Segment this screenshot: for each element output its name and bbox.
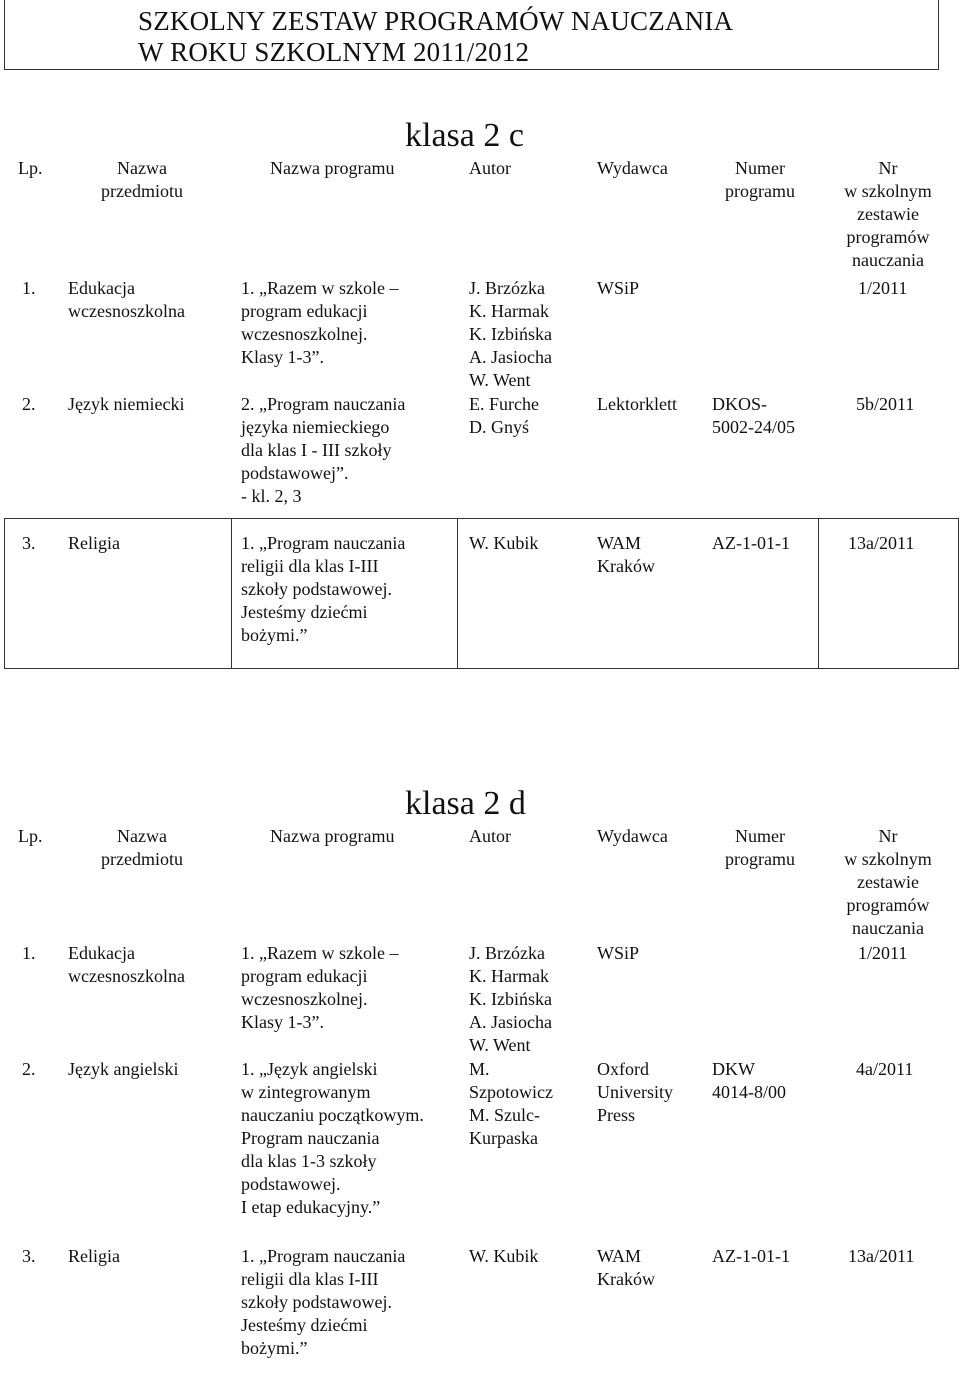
column-header-lp: Lp.: [18, 826, 43, 846]
row-school-nr: 13a/2011: [848, 533, 915, 553]
row-lp: 2.: [22, 1059, 36, 1079]
row-subject: Język niemiecki: [68, 394, 185, 414]
row-number: AZ-1-01-1: [712, 533, 790, 553]
row-program: 1. „Razem w szkole – program edukacji wczesnoszkolnej. Klasy 1-3”.: [241, 278, 399, 367]
class-2d-title: klasa 2 d: [405, 785, 526, 822]
column-header-school-nr: Nr w szkolnym zestawie programów nauczania: [844, 158, 932, 270]
row-school-nr: 13a/2011: [848, 1246, 915, 1266]
column-header-school-nr: Nr w szkolnym zestawie programów nauczania: [844, 826, 932, 938]
row-school-nr: 5b/2011: [856, 394, 915, 414]
row-number: AZ-1-01-1: [712, 1246, 790, 1266]
row-subject: Religia: [68, 533, 120, 553]
row-lp: 3.: [22, 533, 36, 553]
header-title-line-2: W ROKU SZKOLNYM 2011/2012: [138, 37, 530, 67]
column-header-publisher: Wydawca: [597, 158, 668, 178]
row-subject: Religia: [68, 1246, 120, 1266]
column-header-publisher: Wydawca: [597, 826, 668, 846]
table-border-right: [958, 518, 959, 668]
row-program: 1. „Program nauczania religii dla klas I-III szkoły podstawowej. Jesteśmy dziećmi bożymi.”: [241, 533, 406, 645]
row-publisher: WSiP: [597, 943, 640, 963]
row-program: 1. „Razem w szkole – program edukacji wczesnoszkolnej. Klasy 1-3”.: [241, 943, 399, 1032]
row-lp: 1.: [22, 943, 36, 963]
column-header-lp: Lp.: [18, 158, 43, 178]
row-program: 1. „Język angielski w zintegrowanym nauczaniu początkowym. Program nauczania dla klas 1-3 szkoły podstawowej. I etap edukacyjny.”: [241, 1059, 424, 1217]
table-column-line: [457, 518, 458, 668]
row-author: E. Furche D. Gnyś: [469, 394, 539, 437]
column-header-number: Numer programu: [725, 826, 795, 869]
row-author: M. Szpotowicz M. Szulc- Kurpaska: [469, 1059, 553, 1148]
column-header-number: Numer programu: [725, 158, 795, 201]
row-publisher: Oxford University Press: [597, 1059, 673, 1125]
row-publisher: WAM Kraków: [597, 533, 655, 576]
table-border-left: [4, 518, 5, 668]
document-header: [4, 0, 939, 70]
row-number: DKW 4014-8/00: [712, 1059, 786, 1102]
row-author: J. Brzózka K. Harmak K. Izbińska A. Jasiocha W. Went: [469, 278, 552, 390]
row-publisher: WSiP: [597, 278, 640, 298]
row-number: DKOS- 5002-24/05: [712, 394, 795, 437]
row-author: W. Kubik: [469, 533, 539, 553]
row-lp: 3.: [22, 1246, 36, 1266]
table-column-line: [818, 518, 819, 668]
row-subject: Edukacja wczesnoszkolna: [68, 943, 185, 986]
header-title-line-1: SZKOLNY ZESTAW PROGRAMÓW NAUCZANIA: [138, 6, 734, 36]
column-header-subject: Nazwa przedmiotu: [101, 158, 183, 201]
column-header-author: Autor: [469, 826, 511, 846]
row-subject: Edukacja wczesnoszkolna: [68, 278, 185, 321]
table-column-line: [231, 518, 232, 668]
table-bottom-border: [4, 668, 959, 669]
class-2c-title: klasa 2 c: [405, 117, 524, 154]
column-header-program: Nazwa programu: [270, 158, 395, 178]
row-author: J. Brzózka K. Harmak K. Izbińska A. Jasiocha W. Went: [469, 943, 552, 1055]
row-lp: 2.: [22, 394, 36, 414]
row-school-nr: 4a/2011: [856, 1059, 914, 1079]
row-publisher: Lektorklett: [597, 394, 677, 414]
table-divider: [4, 518, 959, 519]
row-school-nr: 1/2011: [858, 943, 908, 963]
row-school-nr: 1/2011: [858, 278, 908, 298]
row-author: W. Kubik: [469, 1246, 539, 1266]
row-subject: Język angielski: [68, 1059, 179, 1079]
column-header-subject: Nazwa przedmiotu: [101, 826, 183, 869]
column-header-author: Autor: [469, 158, 511, 178]
row-program: 2. „Program nauczania języka niemieckiego dla klas I - III szkoły podstawowej”. - kl. 2, 3: [241, 394, 406, 506]
column-header-program: Nazwa programu: [270, 826, 395, 846]
row-publisher: WAM Kraków: [597, 1246, 655, 1289]
row-lp: 1.: [22, 278, 36, 298]
row-program: 1. „Program nauczania religii dla klas I-III szkoły podstawowej. Jesteśmy dziećmi bożymi.”: [241, 1246, 406, 1358]
